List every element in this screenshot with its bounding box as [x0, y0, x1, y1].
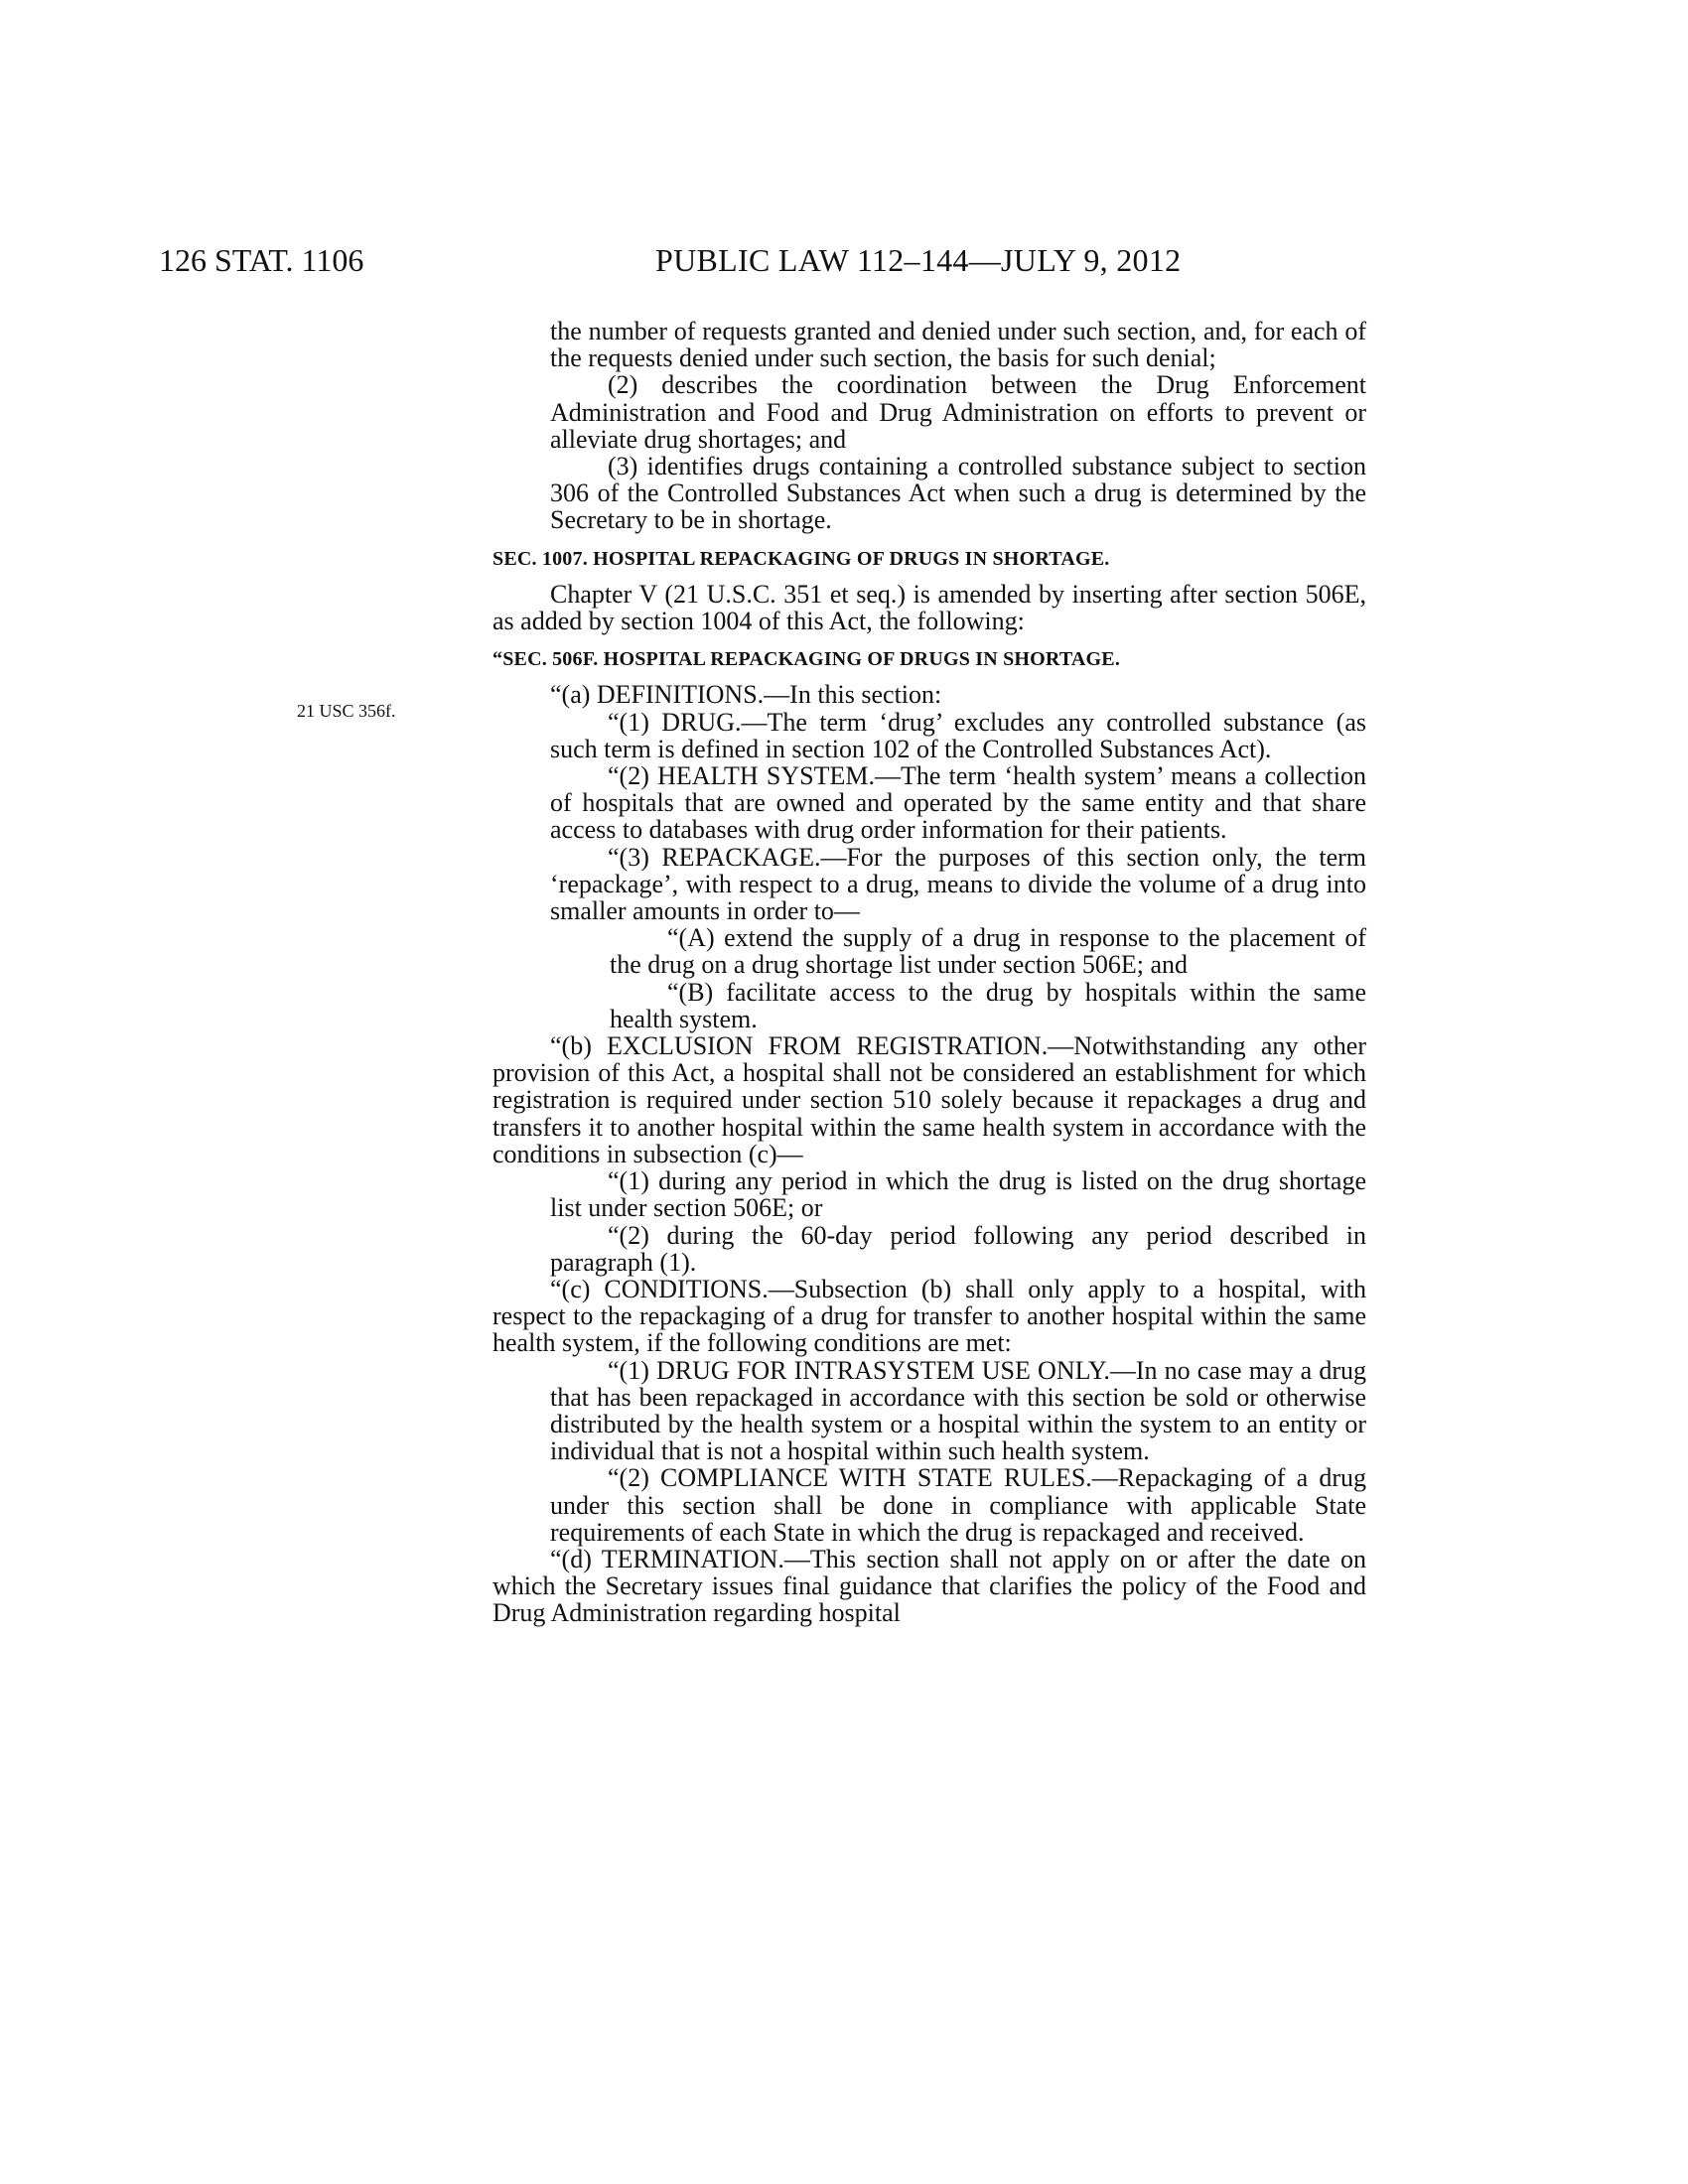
paragraph: “(A) extend the supply of a drug in response to the placement of the drug on a drug shortage list under section 506E; and — [610, 923, 1366, 980]
subsection-definitions: “(a) DEFINITIONS.—In this section: — [550, 680, 942, 710]
paragraph: the number of requests granted and denied under such section, and, for each of the requests denied under such section, the basis for such denial; — [550, 317, 1366, 373]
paragraph: “(1) DRUG.—The term ‘drug’ excludes any controlled substance (as such term is defined in section 102 of the Controlled Substances Act). — [550, 707, 1366, 763]
running-header — [0, 240, 1688, 280]
paragraph: “(1) during any period in which the drug is listed on the drug shortage list under section 506E; or — [550, 1166, 1366, 1223]
section-heading: “SEC. 506F. HOSPITAL REPACKAGING OF DRUGS IN SHORTAGE. — [492, 648, 1121, 671]
paragraph: “(2) HEALTH SYSTEM.—The term ‘health system’ means a collection of hospitals that are owned and operated by the same entity and that share access to databases with drug order information for their patients. — [550, 761, 1366, 845]
running-title: PUBLIC LAW 112–144—JULY 9, 2012 — [655, 242, 1182, 278]
section-heading: SEC. 1007. HOSPITAL REPACKAGING OF DRUGS IN SHORTAGE. — [492, 547, 1110, 570]
paragraph: Chapter V (21 U.S.C. 351 et seq.) is amended by inserting after section 506E, as added by section 1004 of this Act, the following: — [492, 579, 1366, 636]
paragraph: (2) describes the coordination between the Drug Enforcement Administration and Food and Drug Administration on efforts to prevent or alleviate drug shortages; and — [550, 370, 1366, 454]
subsection-conditions: “(c) CONDITIONS.—Subsection (b) shall only apply to a hospital, with respect to the repackaging of a drug for transfer to another hospital within the same health system, if the following conditions are met: — [492, 1274, 1366, 1358]
paragraph: “(2) during the 60-day period following any period described in paragraph (1). — [550, 1220, 1366, 1277]
margin-citation: 21 USC 356f. — [297, 701, 396, 721]
paragraph: “(1) DRUG FOR INTRASYSTEM USE ONLY.—In no case may a drug that has been repackaged in accordance with this section be sold or otherwise distributed by the health system or a hospital within the system to an entity or individual that is not a hospital within such health system. — [550, 1355, 1366, 1466]
subsection-termination: “(d) TERMINATION.—This section shall not apply on or after the date on which the Secretary issues final guidance that clarifies the policy of the Food and Drug Administration regarding hospital — [492, 1544, 1366, 1628]
paragraph: “(B) facilitate access to the drug by hospitals within the same health system. — [610, 977, 1366, 1033]
paragraph: (3) identifies drugs containing a controlled substance subject to section 306 of the Controlled Substances Act when such a drug is determined by the Secretary to be in shortage. — [550, 452, 1366, 535]
paragraph: “(2) COMPLIANCE WITH STATE RULES.—Repackaging of a drug under this section shall be done in compliance with applicable State requirements of each State in which the drug is repackaged and received. — [550, 1463, 1366, 1547]
page-number: 126 STAT. 1106 — [159, 242, 364, 278]
subsection-exclusion: “(b) EXCLUSION FROM REGISTRATION.—Notwithstanding any other provision of this Act, a hospital shall not be considered an establishment for which registration is required under section 510 solely because it repackages a drug and transfers it to another hospital within the same health system in accordance with the conditions in subsection (c)— — [492, 1031, 1366, 1168]
paragraph: “(3) REPACKAGE.—For the purposes of this section only, the term ‘repackage’, with respect to a drug, means to divide the volume of a drug into smaller amounts in order to— — [550, 842, 1366, 926]
body-text — [492, 318, 1366, 1627]
